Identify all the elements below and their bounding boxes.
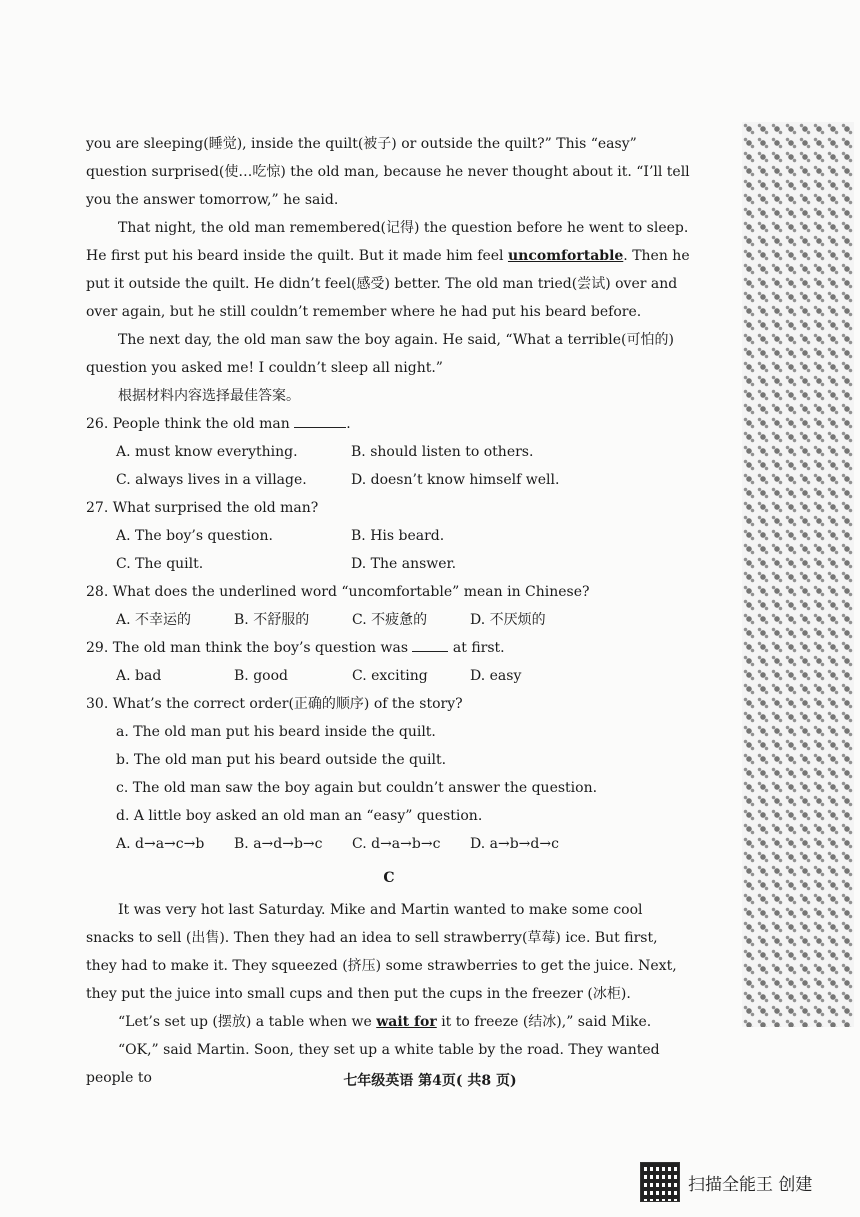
- options-row: [116, 522, 692, 550]
- text-span: it to freeze (结冰),” said Mike.: [436, 1014, 652, 1030]
- options-row: [116, 438, 692, 466]
- option-b: B. His beard.: [351, 528, 445, 544]
- order-item-c: c. The old man saw the boy again but couldn’t answer the question.: [116, 780, 598, 796]
- question-stem-end: .: [346, 416, 351, 432]
- watermark-text: 扫描全能王 创建: [688, 1174, 813, 1195]
- story-b-paragraph-3: The next day, the old man saw the boy again. He said, “What a terrible(可怕的) question you asked me! I couldn’t sleep all night.”: [86, 332, 674, 376]
- option-c: C. exciting: [352, 668, 428, 684]
- page-content: [86, 130, 692, 1092]
- option-d: D. a→b→d→c: [470, 836, 559, 852]
- option-b: B. 不舒服的: [234, 612, 310, 628]
- text-span: That night, the old man remembered(记得) the question before he went to sleep. He first put his beard inside the quilt. But it made him feel: [86, 220, 689, 264]
- answer-blank: [294, 413, 346, 428]
- page-footer: 七年级英语 第4页( 共8 页): [343, 1073, 517, 1089]
- options-row: [116, 830, 692, 858]
- option-c: C. 不疲惫的: [352, 612, 428, 628]
- option-d: D. 不厌烦的: [470, 612, 546, 628]
- question-30: 30. What’s the correct order(正确的顺序) of the story?: [86, 696, 463, 712]
- text-span: “Let’s set up (摆放) a table when we: [118, 1014, 377, 1030]
- underlined-word: uncomfortable: [507, 248, 624, 264]
- options-row: [116, 550, 692, 578]
- question-26: [86, 410, 692, 438]
- option-d: D. The answer.: [351, 556, 457, 572]
- question-29: [86, 634, 692, 662]
- option-b: B. a→d→b→c: [234, 836, 323, 852]
- story-c-paragraph-1: It was very hot last Saturday. Mike and Martin wanted to make some cool snacks to sell (出售). Then they had an idea to sell strawberry(草莓) ice. But first, they had to make it. They squeezed (挤压) some strawberries to get the juice. Next, they put the juice into small cups and then put the cups in the freezer (冰柜).: [86, 902, 677, 1002]
- option-d: D. easy: [470, 668, 522, 684]
- option-b: B. should listen to others.: [351, 444, 534, 460]
- options-row: [116, 662, 692, 690]
- question-stem: 26. People think the old man: [86, 416, 290, 432]
- scanner-watermark: [640, 1160, 812, 1204]
- question-28: 28. What does the underlined word “uncomfortable” mean in Chinese?: [86, 584, 590, 600]
- order-item-d: d. A little boy asked an old man an “easy” question.: [116, 808, 483, 824]
- options-row: [116, 466, 692, 494]
- decorative-border: [742, 122, 854, 1027]
- option-a: A. The boy’s question.: [116, 528, 273, 544]
- options-row: [116, 606, 692, 634]
- qr-code-icon: [640, 1162, 680, 1202]
- option-a: A. bad: [116, 668, 162, 684]
- option-c: C. The quilt.: [116, 556, 204, 572]
- story-b-paragraph-2: [86, 214, 692, 326]
- answer-blank: [412, 637, 448, 652]
- order-item-a: a. The old man put his beard inside the quilt.: [116, 724, 436, 740]
- section-heading-c: C: [383, 870, 395, 886]
- story-b-paragraph-1: you are sleeping(睡觉), inside the quilt(被子) or outside the quilt?” This “easy” question surprised(使…吃惊) the old man, because he never thought about it. “I’ll tell you the answer tomorrow,” he said.: [86, 136, 690, 208]
- option-b: B. good: [234, 668, 288, 684]
- option-a: A. must know everything.: [116, 444, 298, 460]
- question-stem: 29. The old man think the boy’s question was: [86, 640, 409, 656]
- option-a: A. 不幸运的: [116, 612, 192, 628]
- option-c: C. d→a→b→c: [352, 836, 441, 852]
- instruction: 根据材料内容选择最佳答案。: [118, 388, 300, 404]
- order-item-b: b. The old man put his beard outside the quilt.: [116, 752, 447, 768]
- question-stem-end: at first.: [448, 640, 505, 656]
- text-span: . Then he put it outside the quilt. He didn’t feel(感受) better. The old man tried(尝试) over and over again, but he still couldn’t remember where he had put his beard before.: [86, 248, 690, 320]
- option-d: D. doesn’t know himself well.: [351, 472, 560, 488]
- underlined-phrase: wait for: [376, 1014, 437, 1030]
- option-c: C. always lives in a village.: [116, 472, 307, 488]
- option-a: A. d→a→c→b: [116, 836, 205, 852]
- story-c-paragraph-3: “OK,” said Martin. Soon, they set up a white table by the road. They wanted people to: [86, 1042, 660, 1086]
- story-c-paragraph-2: [86, 1008, 692, 1036]
- question-27: 27. What surprised the old man?: [86, 500, 319, 516]
